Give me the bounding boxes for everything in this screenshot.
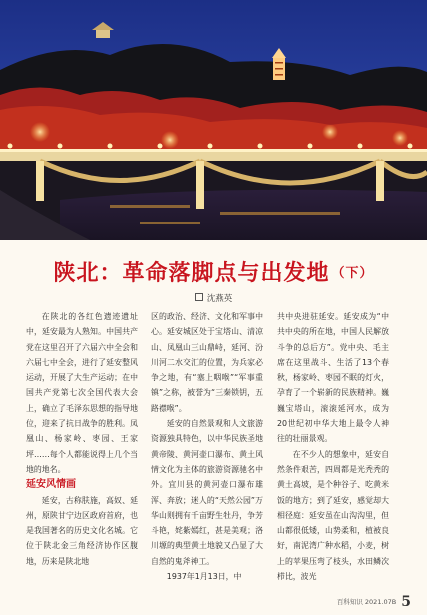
paragraph: 在陕北的各红色遗迹遗址中，延安最为人熟知。中国共产党在这里召开了六届六中全会和六届七中全会，进行了延安整风运动，开展了大生产运动；在中国共产党第七次全国代表大会上，确立了毛泽东思想的指导地位，迎来了抗日战争的胜利。凤凰山、杨家岭、枣园、王家坪……每个人都能说得上几个当地的地名。 bbox=[26, 312, 138, 474]
text-column-2 bbox=[151, 309, 263, 584]
page-number: 5 bbox=[401, 594, 411, 610]
paragraph: 在不少人的想象中，延安自然条件艰苦，四周都是光秃秃的黄土高坡，是个种谷子、吃黄米饭的地方；到了延安，感觉却大相径庭：延安虽在山沟沟里，但山都很低矮，山势柔和，植被良好，南泥湾广种水稻，小麦，树上的苹果压弯了枝头，水田鳞次栉比，波光 bbox=[277, 449, 389, 582]
article-title-sub: （下） bbox=[331, 266, 374, 281]
paragraph: 延安的自然景观和人文旅游资源独具特色，以中华民族圣地黄帝陵、黄河壶口瀑布、黄土风情文化为主体的旅游资源驰名中外。宜川县的黄河壶口瀑布雄浑、奔放；迷人的“天然公园”万华山则拥有千亩野生牡丹，争芳斗艳，姹紫嫣红，甚是美观；洛川塬的典型黄土地貌又凸显了大自然的鬼斧神工。 bbox=[151, 419, 263, 566]
author-name: 沈燕英 bbox=[206, 294, 233, 304]
section-heading: 延安风情画 bbox=[26, 479, 76, 491]
paragraph: 共中央进驻延安。延安成为“中共中央的所在地，中国人民解放斗争的总后方”。党中央、毛主席在这里战斗、生活了13个春秋，杨家岭、枣园不眠的灯火，孕育了一个崭新的民族精神。巍巍宝塔山，滚滚延河水，成为20世纪初中华大地上最令人神往的壮丽景观。 bbox=[277, 312, 389, 444]
author-line bbox=[0, 292, 427, 304]
square-icon bbox=[195, 293, 203, 301]
header-photo bbox=[0, 0, 427, 240]
paragraph: 1937年1月13日，中 bbox=[166, 572, 242, 582]
paragraph: 延安，古称肤施，高奴、延州，原陕甘宁边区政府首府，也是我国著名的历史文化名城。它位于陕北金三角经济协作区腹地，历来是陕北地 bbox=[26, 495, 138, 566]
paragraph: 区的政治、经济、文化和军事中心。延安城区处于宝塔山、清凉山、凤凰山三山鼎峙，延河、汾川河二水交汇的位置，为兵家必争之地，有“塞上咽喉”“军事重镇”之称，被誉为“三秦锁钥，五路襟喉”。 bbox=[151, 312, 263, 413]
yanan-night-scene-image bbox=[0, 0, 427, 240]
text-column-1 bbox=[26, 309, 138, 569]
page-footer bbox=[337, 594, 411, 610]
article-title-main: 陕北：革命落脚点与出发地 bbox=[53, 260, 330, 286]
text-column-3 bbox=[277, 309, 389, 584]
article-title bbox=[0, 256, 427, 287]
magazine-name: 百科知识 2021.07B bbox=[336, 598, 397, 606]
